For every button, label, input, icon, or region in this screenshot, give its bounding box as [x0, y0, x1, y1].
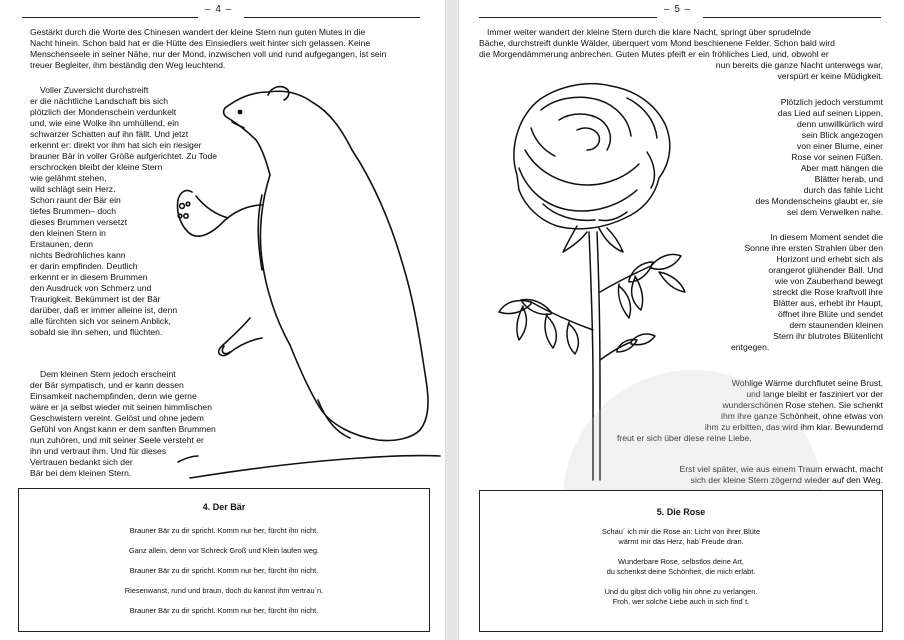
song-line: Wunderbare Rose, selbstlos deine Art,	[618, 557, 744, 566]
song-line: du schenkst deine Schönheit, die mich erlabt.	[606, 567, 756, 576]
text-line: der Bär sympatisch, und er kann dessen	[30, 380, 184, 390]
text-line: die Morgendämmerung anbrechen. Guten Mutes pfeift er ein fröhliches Lied, und, obwohl er	[479, 49, 829, 59]
page-number: – 5 –	[664, 4, 692, 15]
text-line: entgegen.	[731, 342, 770, 352]
text-line: Blätter aus, erhebt ihr Haupt,	[773, 298, 883, 308]
text-line: wäre er ja selbst wieder mit seinen himmlischen	[30, 402, 212, 412]
text-line: des Mondenscheins glaubt er, sie	[755, 196, 883, 206]
right-page	[458, 0, 904, 640]
song-box	[479, 490, 883, 632]
text-line: er die nächtliche Landschaft bis sich	[30, 96, 169, 106]
text-line: Wohlige Wärme durchflutet seine Brust,	[731, 378, 883, 388]
text-line: durch das fahle Licht	[803, 185, 883, 195]
text-line: nun zuhören, und mit seiner Seele versteht er	[30, 435, 204, 445]
song-line: Froh, wer solche Liebe auch in sich find´t.	[612, 597, 750, 606]
text-line: plötzlich der Mondenschein verdunkelt	[30, 107, 177, 117]
text-line: Bär bei dem kleinen Stern.	[30, 468, 132, 478]
text-line: Vertrauen bedankt sich der	[30, 457, 133, 467]
text-line: wie gelähmt stehen,	[30, 173, 107, 183]
song-line: Ganz allein, denn vor Schreck Groß und Klein laufen weg.	[128, 546, 320, 555]
page-number: – 4 –	[205, 4, 233, 15]
text-line: Horizont und erhebt sich als	[776, 254, 883, 264]
text-line: Schon raunt der Bär ein	[30, 195, 121, 205]
text-line: Geschwistern vereint. Gelöst und ohne jedem	[30, 413, 204, 423]
text-line: und, wie eine Wolke ihn umhüllend, ein	[30, 118, 179, 128]
text-line: öffnet ihre Blüte und sendet	[778, 309, 883, 319]
text-line: tiefes Brummen– doch	[30, 206, 116, 216]
song-line: wärmt mir das Herz, hab´Freude dran.	[618, 537, 744, 546]
text-line: Blätter herab, und	[814, 174, 883, 184]
text-line: Gefühl von Angst kann er dem sanften Brummen	[30, 424, 216, 434]
text-line: Nacht hinein. Schon bald hat er die Hütte des Einsiedlers weit hinter sich gelassen. Keine	[30, 38, 371, 48]
text-line: wie von Zauberhand bewegt	[775, 276, 883, 286]
text-line: Gestärkt durch die Worte des Chinesen wandert der kleine Stern nun guten Mutes in die	[30, 27, 366, 37]
text-line: dem staunenden kleinen	[789, 320, 883, 330]
text-line: sei dem Verwelken nahe.	[786, 207, 883, 217]
text-line: sein Blick angezogen	[801, 130, 883, 140]
text-line: Dem kleinen Stern jedoch erscheint	[40, 369, 176, 379]
text-line: das Lied auf seinen Lippen,	[777, 108, 883, 118]
text-line: den kleinen Stern in	[30, 228, 106, 238]
song-title: 4. Der Bär	[202, 502, 246, 512]
text-line: dieses Brummen versetzt	[30, 217, 127, 227]
text-line: brauner Bär in voller Größe aufgerichtet. Zu Tode	[30, 151, 218, 161]
text-line: Einsamkeit nachempfinden, denn wie gerne	[30, 391, 197, 401]
text-line: nun bereits die ganze Nacht unterwegs war,	[715, 60, 883, 70]
text-line: Bäche, durchstreift dunkle Wälder, überquert vom Mond beschienene Felder. Schon bald wird	[479, 38, 835, 48]
text-line: Aber matt hängen die	[800, 163, 883, 173]
text-line: Sonne ihre ersten Strahlen über den	[744, 243, 883, 253]
text-line: Traurigkeit. Bekümmert ist der Bär	[30, 294, 161, 304]
text-line: orangerot glühender Ball. Und	[768, 265, 883, 275]
left-page	[0, 0, 446, 640]
text-line: streckt die Rose kraftvoll ihre	[772, 287, 883, 297]
text-line: treuer Begleiter, ihm beständig den Weg leuchtend.	[30, 60, 226, 70]
text-line: alle fürchten sich vor seinem Anblick,	[30, 316, 171, 326]
book-gutter	[446, 0, 458, 640]
text-line: Rose vor seinen Füßen.	[791, 152, 883, 162]
text-line: verspürt er keine Müdigkeit.	[777, 71, 883, 81]
text-line: sobald sie ihn sehen, und flüchten.	[30, 327, 163, 337]
text-line: nichts Bedrohliches kann	[30, 250, 126, 260]
text-line: ihn und vertraut ihm. Und für dieses	[30, 446, 167, 456]
text-line: Stern ihr blutrotes Blütenlicht	[773, 331, 883, 341]
text-line: erschrocken bleibt der kleine Stern	[30, 162, 163, 172]
text-line: darüber, daß er immer alleine ist, denn	[30, 305, 178, 315]
text-line: Plötzlich jedoch verstummt	[780, 97, 883, 107]
text-line: wunderschönen Rose stehen. Sie schenkt	[722, 400, 883, 410]
text-line: denn unwillkürlich wird	[797, 119, 883, 129]
text-line: Erstaunen, denn	[30, 239, 94, 249]
song-title: 5. Die Rose	[656, 507, 706, 517]
text-line: den Ausdruck von Schmerz und	[30, 283, 152, 293]
text-line: freut er sich über diese reine Liebe.	[617, 433, 752, 443]
text-line: Immer weiter wandert der kleine Stern durch die klare Nacht, springt über sprudelnde	[487, 27, 811, 37]
text-line: Menschenseele in seiner Nähe, nur der Mond, inzwischen voll und rund aufgegangen, ist sein	[30, 49, 387, 59]
text-line: sich der kleine Stern zögernd wieder auf den Weg.	[690, 475, 883, 485]
song-line: Brauner Bär zu dir spricht. Komm nur her, fürcht ihn nicht.	[129, 566, 319, 575]
text-line: Voller Zuversicht durchstreift	[40, 85, 149, 95]
text-line: er darin empfinden. Deutlich	[30, 261, 138, 271]
text-line: erkennt er in diesem Brummen	[30, 272, 148, 282]
text-line: ihm ihre ganze Schönheit, ohne etwas von	[721, 411, 883, 421]
song-line: Riesenwanst, rund und braun, doch du kannst ihm vertrau´n.	[124, 586, 324, 595]
song-line: Brauner Bär zu dir spricht. Komm nur her, fürcht ihn nicht.	[129, 526, 319, 535]
song-line: Brauner Bär zu dir spricht. Komm nur her, fürcht ihn nicht.	[129, 606, 319, 615]
text-line: schwarzer Schatten auf ihn fällt. Und jetzt	[30, 129, 189, 139]
text-line: erkennt er: direkt vor ihm hat sich ein riesiger	[30, 140, 202, 150]
song-box	[18, 488, 430, 632]
text-line: wild schlägt sein Herz.	[30, 184, 116, 194]
text-line: In diesem Moment sendet die	[770, 232, 883, 242]
text-line: Erst viel später, wie aus einem Traum erwacht, macht	[679, 464, 883, 474]
text-line: ihm zu erbitten, das wird ihm klar. Bewundernd	[704, 422, 883, 432]
text-line: und lange bleibt er fasziniert vor der	[746, 389, 883, 399]
text-line: von einer Blume, einer	[797, 141, 883, 151]
song-line: Schau´ ich mir die Rose an: Licht von ihrer Blüte	[601, 527, 761, 536]
song-line: Und du gibst dich völlig hin ohne zu verlangen.	[604, 587, 758, 596]
